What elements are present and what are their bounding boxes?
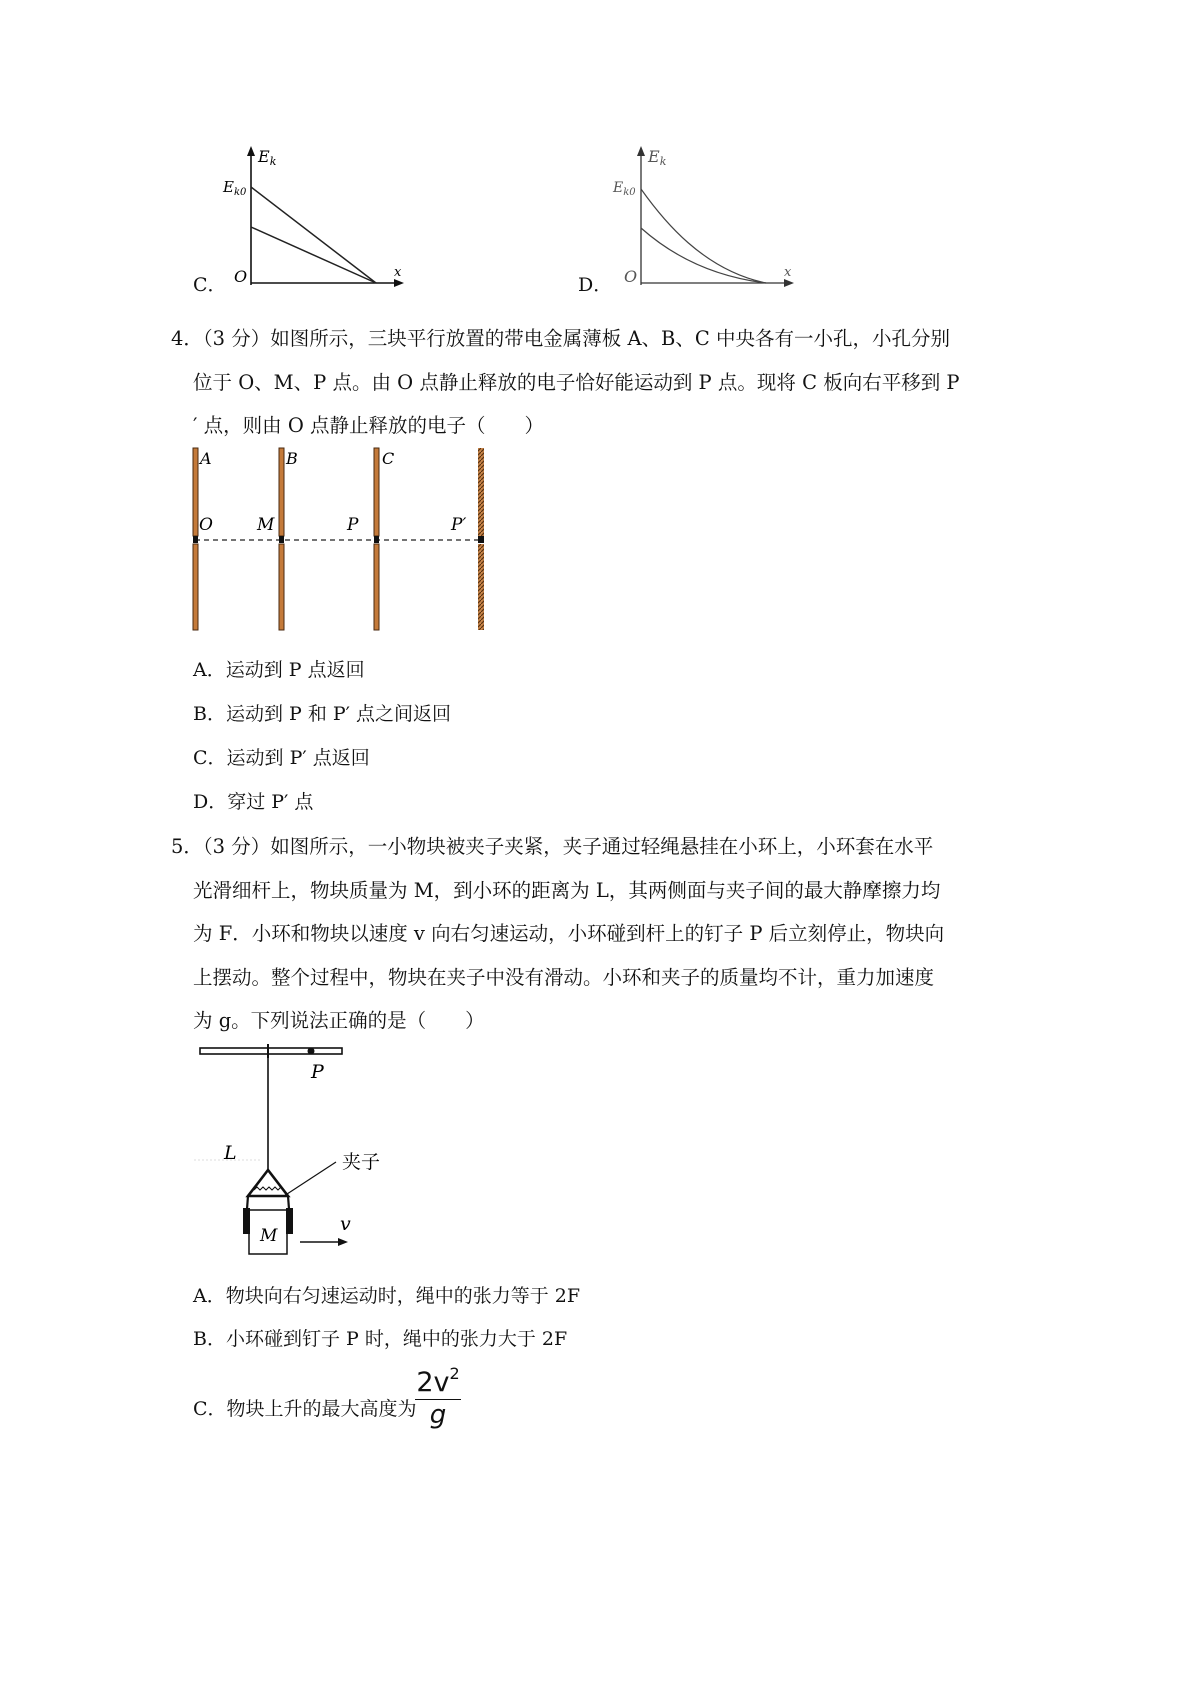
clip-pointer-line [284,1162,336,1196]
label-a: A [200,449,212,468]
horizontal-rod [200,1048,342,1054]
label-clip: 夹子 [342,1151,381,1173]
q4-option-a: A．运动到 P 点返回 [193,659,365,681]
graph-d-origin-label: O [624,267,638,286]
plate-c-moved-bottom [478,544,484,630]
label-o: O [199,515,213,535]
graph-c-origin-label: O [234,267,248,286]
graph-c-ek0-label: $E_{k0}$ [223,178,247,198]
graph-d-x-arrow [784,279,794,287]
plate-c-moved-top [478,448,484,536]
label-p: P [347,515,359,535]
plate-a-top [193,448,198,536]
label-b: B [286,449,298,468]
fraction-denominator: g [429,1400,447,1430]
q4-option-c: C．运动到 P′ 点返回 [193,747,370,769]
fraction-numerator: $2v^2$ [416,1364,460,1398]
q5-line-4: 上摆动。整个过程中，物块在夹子中没有滑动。小环和夹子的质量均不计，重力加速度 [193,966,935,989]
label-length-l: L [224,1142,237,1164]
plate-b-bottom [279,544,284,630]
velocity-arrowhead [338,1238,348,1246]
label-m: M [257,515,275,535]
nail-p [308,1048,315,1055]
plate-a-bottom [193,544,198,630]
q4-option-b: B．运动到 P 和 P′ 点之间返回 [193,703,452,725]
clip-spring [254,1187,284,1190]
graph-c-y-arrow [247,146,255,156]
label-nail-p: P [311,1061,324,1083]
q5-line-3: 为 F．小环和物块以速度 v 向右匀速运动，小环碰到杆上的钉子 P 后立刻停止，物块向 [193,922,945,945]
graph-d-y-arrow [637,146,645,156]
clip-left-jaw [243,1208,250,1234]
graph-c-x-label: x [394,265,402,280]
q4-line-3: ′ 点，则由 O 点静止释放的电子（ ） [193,414,545,437]
q4-figure [185,440,495,638]
option-c-label: C． [193,274,227,296]
hole-m [279,536,284,543]
hole-p [374,536,379,543]
label-velocity-v: v [340,1213,351,1235]
graph-d-x-label: x [784,265,792,280]
q5-line-2: 光滑细杆上，物块质量为 M，到小环的距离为 L，其两侧面与夹子间的最大静摩擦力均 [193,879,941,902]
graph-d-ek0-label: $E_{k0}$ [613,180,636,198]
clip [248,1170,288,1196]
hole-p-prime [478,536,484,543]
graph-d-y-label: Ek [648,147,667,168]
option-d-label: D． [578,274,613,296]
q4-line-2: 位于 O、M、P 点。由 O 点静止释放的电子恰好能运动到 P 点。现将 C 板向右平移到 P [193,371,960,394]
plate-c-bottom [374,544,379,630]
q4-line-1: 4．（3 分）如图所示，三块平行放置的带电金属薄板 A、B、C 中央各有一小孔，小孔分别 [171,327,950,350]
label-p-prime: P′ [451,515,467,535]
q5-option-a: A．物块向右匀速运动时，绳中的张力等于 2F [193,1285,581,1307]
q5-option-c: C．物块上升的最大高度为 [193,1398,417,1420]
plate-c-top [374,448,379,536]
q5-option-c-fraction [415,1366,461,1428]
graph-c [218,140,408,295]
q5-figure [190,1040,400,1260]
graph-c-y-label: Ek [258,147,277,168]
label-mass-m: M [260,1226,278,1246]
q5-line-5: 为 g。下列说法正确的是（ ） [193,1009,485,1032]
hole-o [193,536,198,543]
graph-c-x-arrow [394,279,404,287]
q4-option-d: D．穿过 P′ 点 [193,791,314,813]
graph-d [608,140,798,295]
q5-line-1: 5．（3 分）如图所示，一小物块被夹子夹紧，夹子通过轻绳悬挂在小环上，小环套在水平 [171,835,934,858]
clip-right-jaw [286,1208,293,1234]
plate-b-top [279,448,284,536]
graph-d-curve-upper [641,189,766,283]
q5-option-b: B．小环碰到钉子 P 时，绳中的张力大于 2F [193,1328,568,1350]
label-c: C [382,449,395,468]
